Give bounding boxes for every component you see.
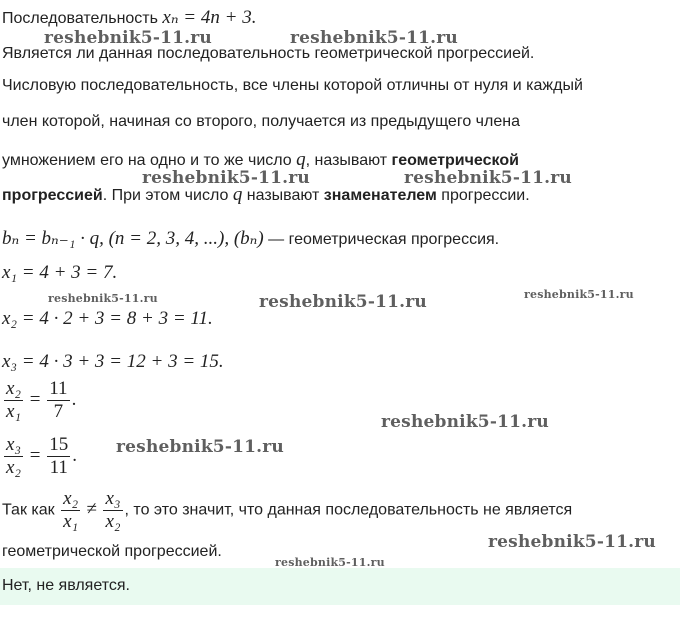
problem-statement [2, 6, 256, 29]
formula-suffix: — геометрическая прогрессия. [263, 231, 500, 248]
x2-calc: x₂ = 4 · 2 + 3 = 8 + 3 = 11. [2, 308, 213, 329]
question-text: Является ли данная последовательность геометрической прогрессией. [2, 45, 535, 62]
watermark: reshebnik5-11.ru [290, 28, 458, 48]
fraction-x3-x2 [103, 488, 122, 533]
watermark: reshebnik5-11.ru [259, 292, 427, 312]
period: . [72, 444, 78, 466]
def-text: называют [242, 187, 324, 204]
fraction-x2-x1 [61, 488, 80, 533]
watermark: reshebnik5-11.ru [48, 292, 158, 305]
equals-sign: = [29, 388, 41, 410]
numerator: x₂ [63, 488, 79, 509]
definition-line-1: Числовую последовательность, все члены которой отличны от нуля и каждый [2, 77, 583, 94]
term-bold: прогрессией [2, 187, 103, 204]
answer-box [0, 568, 680, 605]
numerator: x₃ [6, 434, 22, 455]
watermark: reshebnik5-11.ru [142, 168, 310, 188]
def-text: . При этом число [102, 187, 233, 204]
denominator: 7 [53, 401, 64, 422]
watermark: reshebnik5-11.ru [275, 556, 385, 569]
def-text: прогрессии. [436, 187, 530, 204]
conclusion-line-2: геометрической прогрессией. [2, 543, 222, 560]
def-text: умножением его на одно и то же число [2, 152, 297, 169]
denominator: x₂ [6, 457, 22, 478]
period: . [71, 388, 77, 410]
x3-calc: x₃ = 4 · 3 + 3 = 12 + 3 = 15. [2, 351, 224, 372]
formula-b: bₙ = bₙ₋₁ · q, (n = 2, 3, 4, ...), (bₙ) [2, 228, 264, 249]
numerator: 15 [49, 434, 69, 455]
numerator: x₃ [105, 488, 121, 509]
watermark: reshebnik5-11.ru [381, 412, 549, 432]
ratio-1 [2, 378, 76, 423]
numerator: x₂ [6, 378, 22, 399]
ratio-2 [2, 434, 77, 479]
term-bold: знаменателем [323, 187, 437, 204]
watermark: reshebnik5-11.ru [404, 168, 572, 188]
conclusion-text: , то это значит, что данная последовательность не является [124, 501, 573, 519]
not-equal-sign: ≠ [86, 498, 98, 520]
q-variable: q [232, 184, 243, 205]
definition-line-2: член которой, начиная со второго, получается из предыдущего члена [2, 113, 520, 130]
answer-text: Нет, не является. [2, 577, 130, 594]
denominator: x₁ [6, 401, 22, 422]
q-variable: q [296, 149, 306, 170]
x1-calc: x₁ = 4 + 3 = 7. [2, 262, 118, 283]
term-bold: геометрической [391, 152, 519, 169]
equals-sign: = [29, 444, 41, 466]
watermark: reshebnik5-11.ru [524, 288, 634, 301]
watermark: reshebnik5-11.ru [44, 28, 212, 48]
watermark: reshebnik5-11.ru [488, 532, 656, 552]
def-text: , называют [305, 152, 392, 169]
fraction-x3-x2 [4, 434, 23, 479]
progression-formula [2, 227, 499, 250]
conclusion-line-1 [2, 488, 572, 533]
fraction-11-7 [47, 378, 69, 423]
denominator: 11 [49, 457, 68, 478]
numerator: 11 [49, 378, 68, 399]
denominator: x₂ [105, 511, 121, 532]
denominator: x₁ [63, 511, 79, 532]
sequence-formula: xₙ = 4n + 3. [162, 7, 257, 28]
fraction-x2-x1 [4, 378, 23, 423]
conclusion-text: Так как [2, 501, 60, 519]
watermark: reshebnik5-11.ru [116, 437, 284, 457]
statement-prefix: Последовательность [2, 10, 163, 27]
fraction-15-11 [47, 434, 70, 479]
